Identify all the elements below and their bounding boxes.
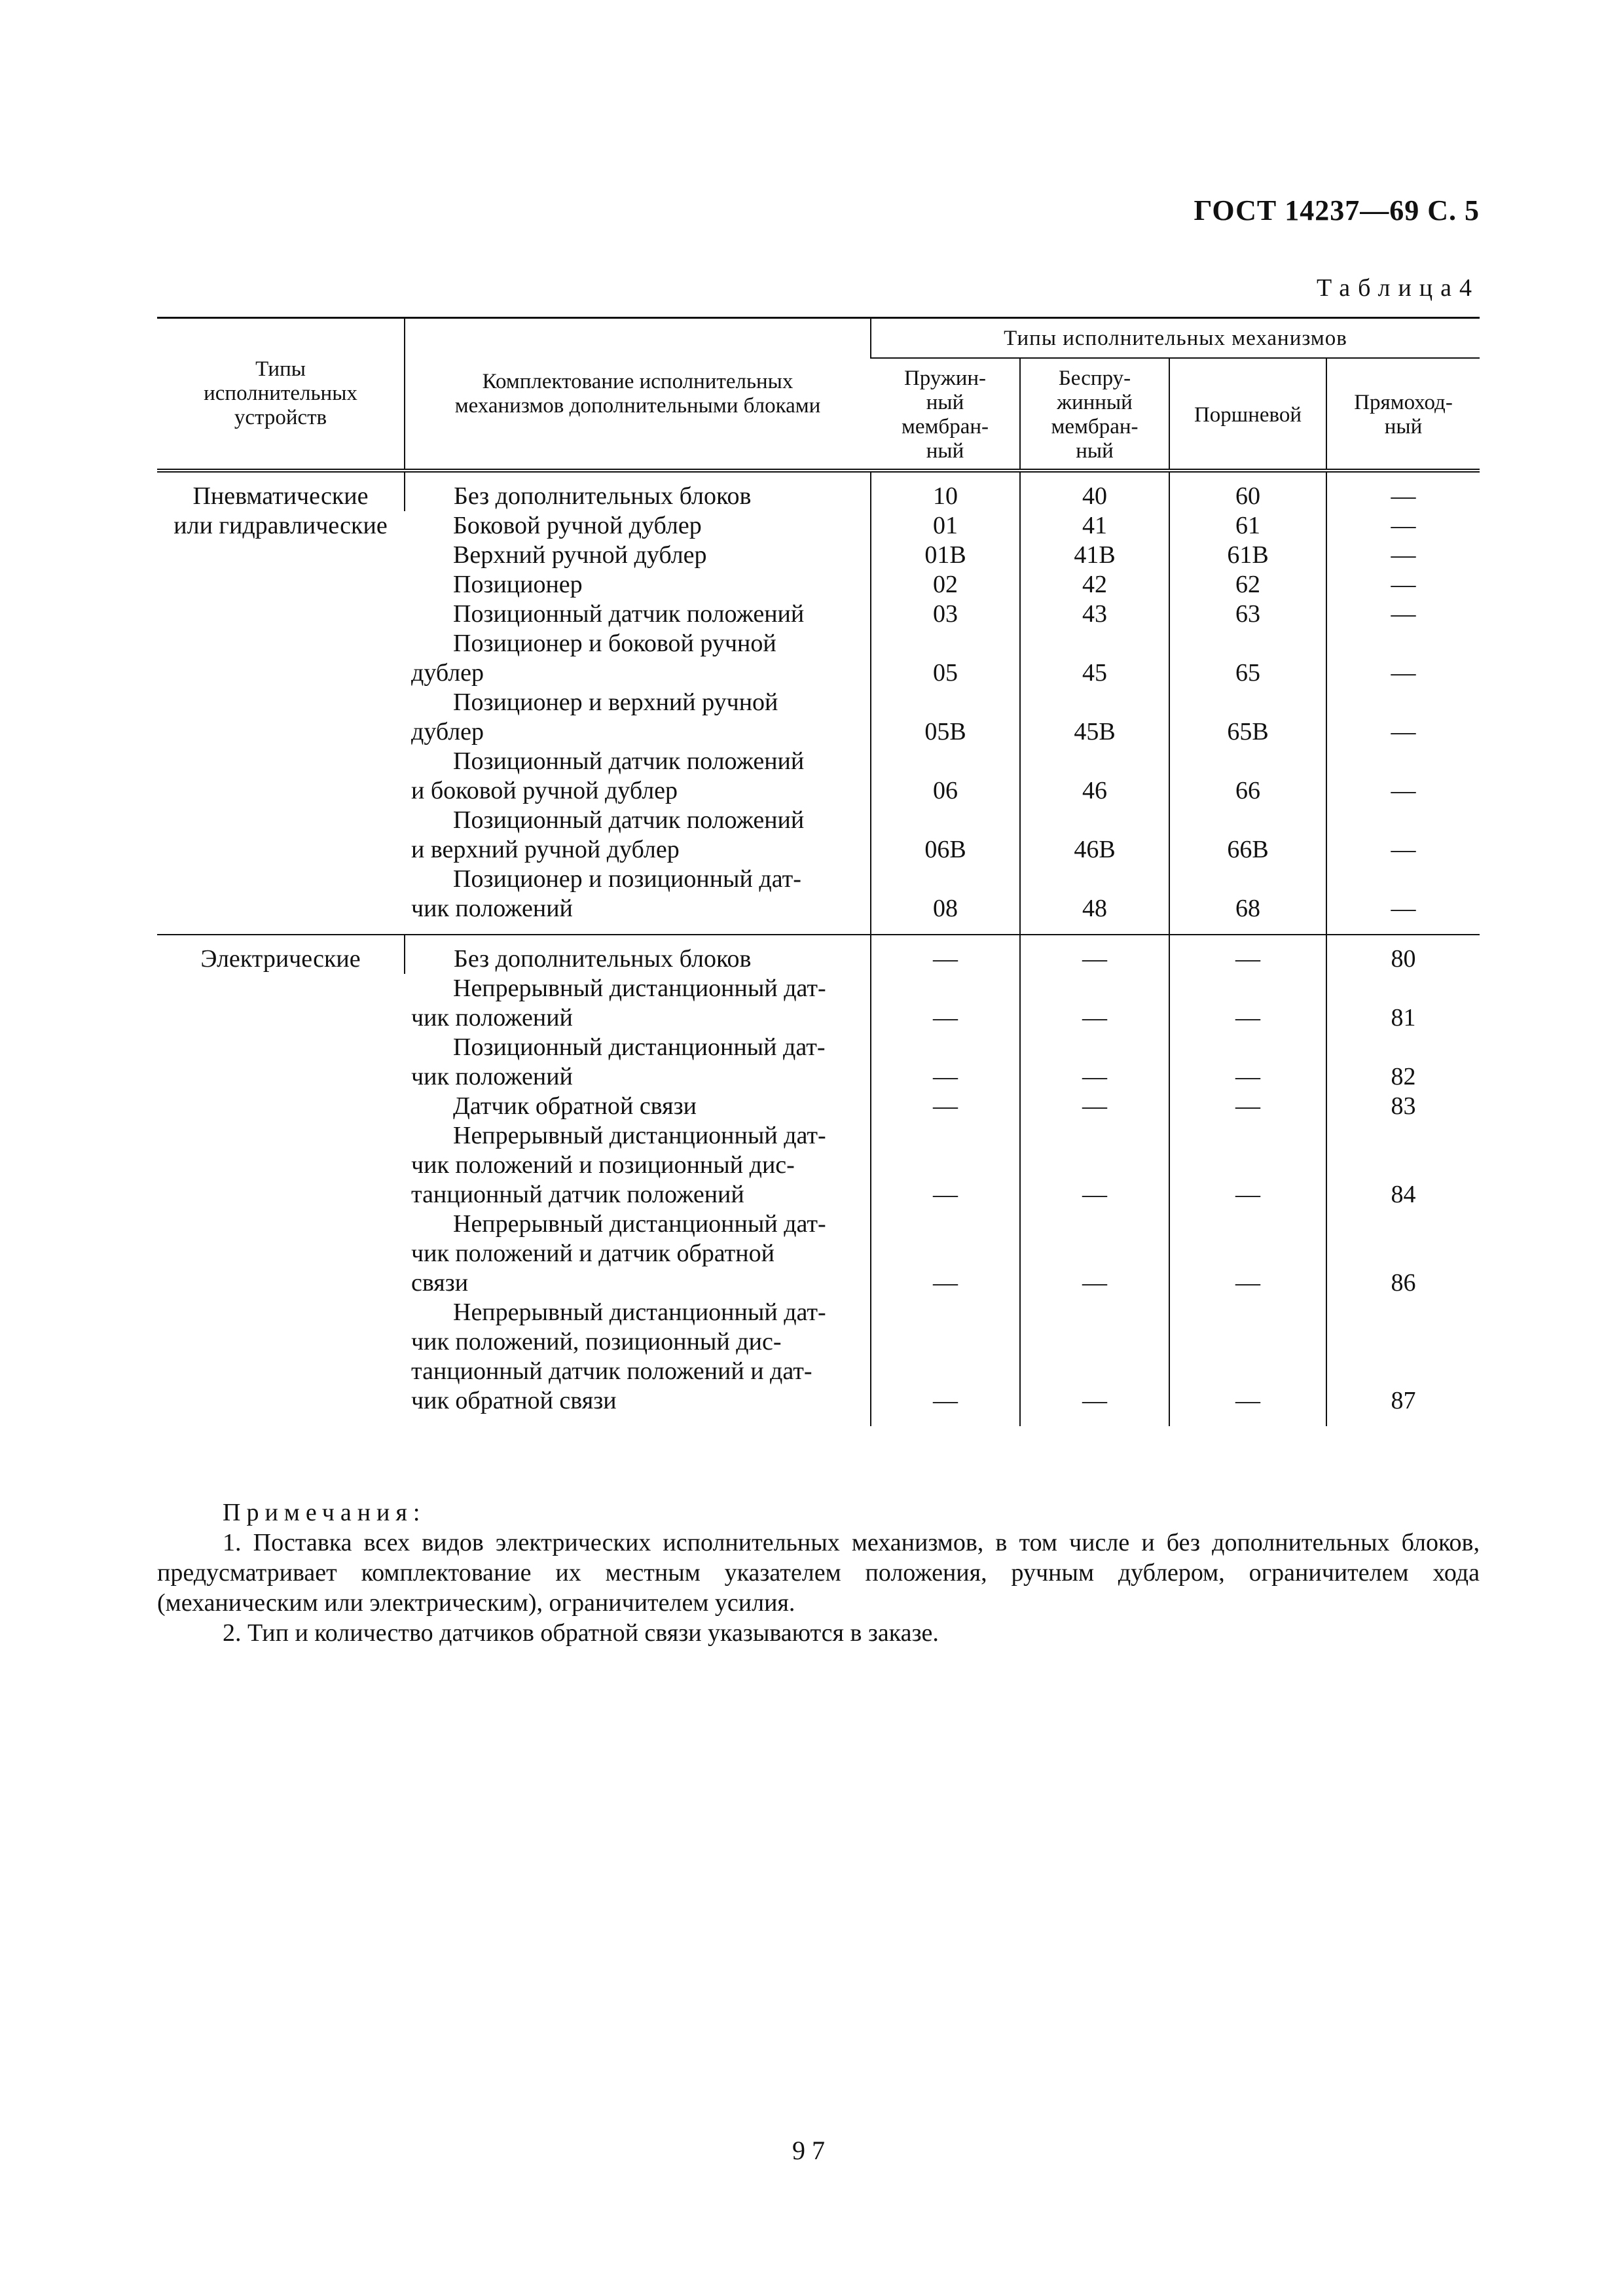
notes-title: Примечания: — [223, 1499, 426, 1526]
code-cell: — — [1169, 974, 1326, 1033]
code-cell: 82 — [1326, 1033, 1480, 1092]
actuator-types-table — [157, 317, 1480, 1426]
code-cell: — — [1020, 1033, 1169, 1092]
code-cell: 84 — [1326, 1121, 1480, 1210]
code-cell: 46 — [1020, 747, 1169, 806]
code-cell: 06В — [871, 806, 1020, 865]
code-cell: — — [1326, 511, 1480, 541]
code-cell: — — [1326, 541, 1480, 570]
code-cell: — — [871, 1092, 1020, 1121]
code-cell: 60 — [1169, 471, 1326, 511]
table-row — [157, 935, 1480, 974]
code-cell: 46В — [1020, 806, 1169, 865]
code-cell: 05 — [871, 629, 1020, 688]
table-group-pneumatic — [157, 471, 1480, 935]
code-cell: — — [871, 974, 1020, 1033]
code-cell: 06 — [871, 747, 1020, 806]
device-type-cell: Пневматические или гидравлические — [173, 482, 388, 539]
code-cell: 40 — [1020, 471, 1169, 511]
code-cell: — — [871, 935, 1020, 974]
code-cell: — — [871, 1210, 1020, 1298]
code-cell: 81 — [1326, 974, 1480, 1033]
complectation-cell: Датчик обратной связи — [453, 1092, 697, 1120]
complectation-cell: Позиционный датчик положений — [453, 600, 805, 628]
code-cell: — — [1020, 1298, 1169, 1426]
code-cell: 03 — [871, 600, 1020, 629]
code-cell: 10 — [871, 471, 1020, 511]
code-cell: — — [1169, 935, 1326, 974]
code-cell: — — [1326, 600, 1480, 629]
code-cell: — — [1326, 865, 1480, 935]
code-cell: 08 — [871, 865, 1020, 935]
complectation-cell: Верхний ручной дублер — [453, 541, 707, 569]
complectation-cell: Непрерывный дистанционный дат- чик положений и позиционный дис- танционный датчик положений — [411, 1122, 826, 1208]
complectation-cell: Непрерывный дистанционный дат- чик положений и датчик обратной связи — [411, 1210, 826, 1297]
code-cell: 61 — [1169, 511, 1326, 541]
col-header-spring-membrane: Пружин- ный мембран- ный — [871, 358, 1020, 471]
col-header-mechanism-types: Типы исполнительных механизмов — [871, 318, 1480, 359]
code-cell: 87 — [1326, 1298, 1480, 1426]
complectation-cell: Позиционер и верхний ручной дублер — [411, 689, 778, 745]
code-cell: 01 — [871, 511, 1020, 541]
table-label: Таблица4 — [1316, 274, 1480, 302]
code-cell: 68 — [1169, 865, 1326, 935]
document-header: ГОСТ 14237—69 С. 5 — [1194, 194, 1480, 226]
code-cell: — — [1326, 688, 1480, 747]
code-cell: — — [1020, 1121, 1169, 1210]
code-cell: — — [1020, 1092, 1169, 1121]
code-cell: — — [1169, 1121, 1326, 1210]
code-cell: — — [1326, 471, 1480, 511]
code-cell: 80 — [1326, 935, 1480, 974]
code-cell: — — [1020, 1210, 1169, 1298]
code-cell: 02 — [871, 570, 1020, 600]
page-number: 97 — [792, 2136, 831, 2165]
code-cell: 01В — [871, 541, 1020, 570]
complectation-cell: Непрерывный дистанционный дат- чик положений — [411, 975, 826, 1031]
code-cell: — — [1169, 1033, 1326, 1092]
code-cell: 61В — [1169, 541, 1326, 570]
code-cell: 41В — [1020, 541, 1169, 570]
complectation-cell: Позиционный датчик положений и верхний ручной дублер — [411, 806, 805, 863]
code-cell: — — [1020, 935, 1169, 974]
code-cell: 45 — [1020, 629, 1169, 688]
code-cell: 42 — [1020, 570, 1169, 600]
code-cell: 66 — [1169, 747, 1326, 806]
table-row — [157, 471, 1480, 511]
complectation-cell: Позиционер и позиционный дат- чик положений — [411, 865, 801, 922]
code-cell: — — [871, 1298, 1020, 1426]
complectation-cell: Позиционер — [453, 571, 583, 598]
notes-section — [157, 1498, 1480, 1648]
code-cell: — — [1169, 1210, 1326, 1298]
code-cell: 65В — [1169, 688, 1326, 747]
code-cell: — — [871, 1121, 1020, 1210]
complectation-cell: Без дополнительных блоков — [405, 935, 871, 974]
code-cell: 41 — [1020, 511, 1169, 541]
col-header-piston: Поршневой — [1169, 358, 1326, 471]
complectation-cell: Позиционный датчик положений и боковой ручной дублер — [411, 747, 805, 804]
code-cell: — — [1326, 806, 1480, 865]
code-cell: 43 — [1020, 600, 1169, 629]
complectation-cell: Боковой ручной дублер — [453, 512, 702, 539]
complectation-cell: Позиционный дистанционный дат- чик положений — [411, 1033, 826, 1090]
code-cell: — — [1326, 570, 1480, 600]
code-cell: — — [1020, 974, 1169, 1033]
col-header-springless-membrane: Беспру- жинный мембран- ный — [1020, 358, 1169, 471]
code-cell: — — [1326, 629, 1480, 688]
col-header-complectation: Комплектование исполнительных механизмов дополнительными блоками — [405, 318, 871, 471]
complectation-cell: Непрерывный дистанционный дат- чик положений, позиционный дис- танционный датчик положений и дат- чик обратной связи — [411, 1299, 826, 1414]
code-cell: 66В — [1169, 806, 1326, 865]
col-header-direct-stroke: Прямоход- ный — [1326, 358, 1480, 471]
code-cell: 63 — [1169, 600, 1326, 629]
table-group-electric — [157, 935, 1480, 1426]
code-cell: — — [1326, 747, 1480, 806]
note-item: 2. Тип и количество датчиков обратной связи указываются в заказе. — [223, 1619, 939, 1647]
complectation-cell: Без дополнительных блоков — [405, 471, 871, 511]
code-cell: 65 — [1169, 629, 1326, 688]
code-cell: 05В — [871, 688, 1020, 747]
code-cell: 83 — [1326, 1092, 1480, 1121]
device-type-cell: Электрические — [157, 935, 405, 1426]
code-cell: 62 — [1169, 570, 1326, 600]
code-cell: 86 — [1326, 1210, 1480, 1298]
code-cell: — — [871, 1033, 1020, 1092]
complectation-cell: Позиционер и боковой ручной дублер — [411, 630, 776, 687]
note-item: 1. Поставка всех видов электрических исполнительных механизмов, в том числе и без дополнительных блоков, предусматривает комплектование их местным указателем положения, ручным дублером, ограничителем хода (механическим или электрическим), ограничителем усилия. — [157, 1529, 1480, 1617]
code-cell: 45В — [1020, 688, 1169, 747]
code-cell: — — [1169, 1092, 1326, 1121]
code-cell: — — [1169, 1298, 1326, 1426]
code-cell: 48 — [1020, 865, 1169, 935]
col-header-device-types: Типы исполнительных устройств — [157, 318, 405, 471]
